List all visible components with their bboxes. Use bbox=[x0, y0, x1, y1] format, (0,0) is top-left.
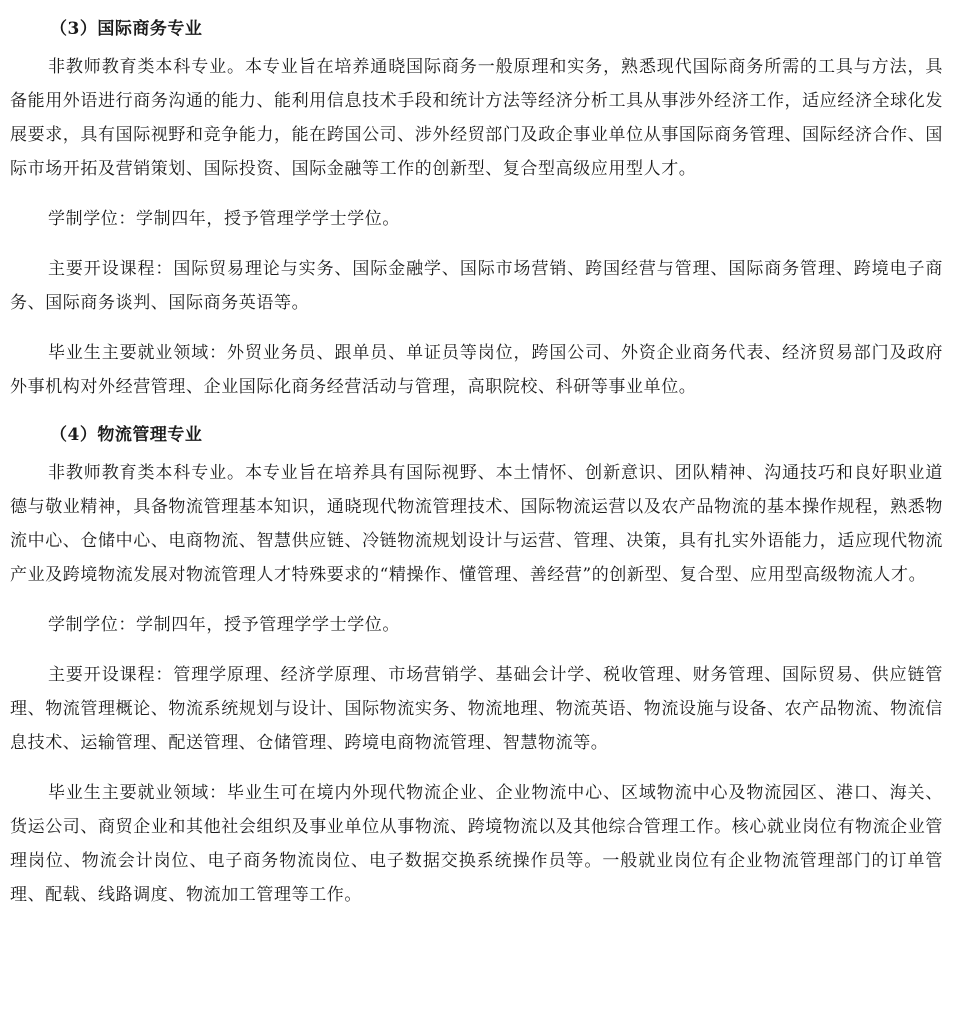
paragraph-overview: 非教师教育类本科专业。本专业旨在培养通晓国际商务一般原理和实务，熟悉现代国际商务所需的工具与方法，具备能用外语进行商务沟通的能力、能利用信息技术手段和统计方法等经济分析工具从事涉外经济工作，适应经济全球化发展要求，具有国际视野和竞争能力，能在跨国公司、涉外经贸部门及政企事业单位从事国际商务管理、国际经济合作、国际市场开拓及营销策划、国际投资、国际金融等工作的创新型、复合型高级应用型人才。 bbox=[10, 57, 943, 179]
paragraph-degree: 学制学位：学制四年，授予管理学学士学位。 bbox=[48, 209, 400, 229]
paragraph-courses: 主要开设课程：管理学原理、经济学原理、市场营销学、基础会计学、税收管理、财务管理、国际贸易、供应链管理、物流管理概论、物流系统规划与设计、国际物流实务、物流地理、物流英语、物流设施与设备、农产品物流、物流信息技术、运输管理、配送管理、仓储管理、跨境电商物流管理、智慧物流等。 bbox=[10, 665, 943, 753]
section-international-business bbox=[10, 14, 943, 404]
section-title: （3）国际商务专业 bbox=[50, 19, 203, 39]
section-logistics-management bbox=[10, 420, 943, 912]
paragraph-courses: 主要开设课程：国际贸易理论与实务、国际金融学、国际市场营销、跨国经营与管理、国际商务管理、跨境电子商务、国际商务谈判、国际商务英语等。 bbox=[10, 259, 943, 313]
paragraph-employment: 毕业生主要就业领域：外贸业务员、跟单员、单证员等岗位，跨国公司、外资企业商务代表、经济贸易部门及政府外事机构对外经营管理、企业国际化商务经营活动与管理，高职院校、科研等事业单位。 bbox=[10, 343, 943, 397]
section-title: （4）物流管理专业 bbox=[50, 425, 203, 445]
paragraph-degree: 学制学位：学制四年，授予管理学学士学位。 bbox=[48, 615, 400, 635]
paragraph-overview: 非教师教育类本科专业。本专业旨在培养具有国际视野、本土情怀、创新意识、团队精神、沟通技巧和良好职业道德与敬业精神，具备物流管理基本知识，通晓现代物流管理技术、国际物流运营以及农产品物流的基本操作规程，熟悉物流中心、仓储中心、电商物流、智慧供应链、冷链物流规划设计与运营、管理、决策，具有扎实外语能力，适应现代物流产业及跨境物流发展对物流管理人才特殊要求的“精操作、懂管理、善经营”的创新型、复合型、应用型高级物流人才。 bbox=[10, 463, 943, 585]
paragraph-employment: 毕业生主要就业领域：毕业生可在境内外现代物流企业、企业物流中心、区域物流中心及物流园区、港口、海关、货运公司、商贸企业和其他社会组织及事业单位从事物流、跨境物流以及其他综合管理工作。核心就业岗位有物流企业管理岗位、物流会计岗位、电子商务物流岗位、电子数据交换系统操作员等。一般就业岗位有企业物流管理部门的订单管理、配载、线路调度、物流加工管理等工作。 bbox=[10, 783, 943, 905]
